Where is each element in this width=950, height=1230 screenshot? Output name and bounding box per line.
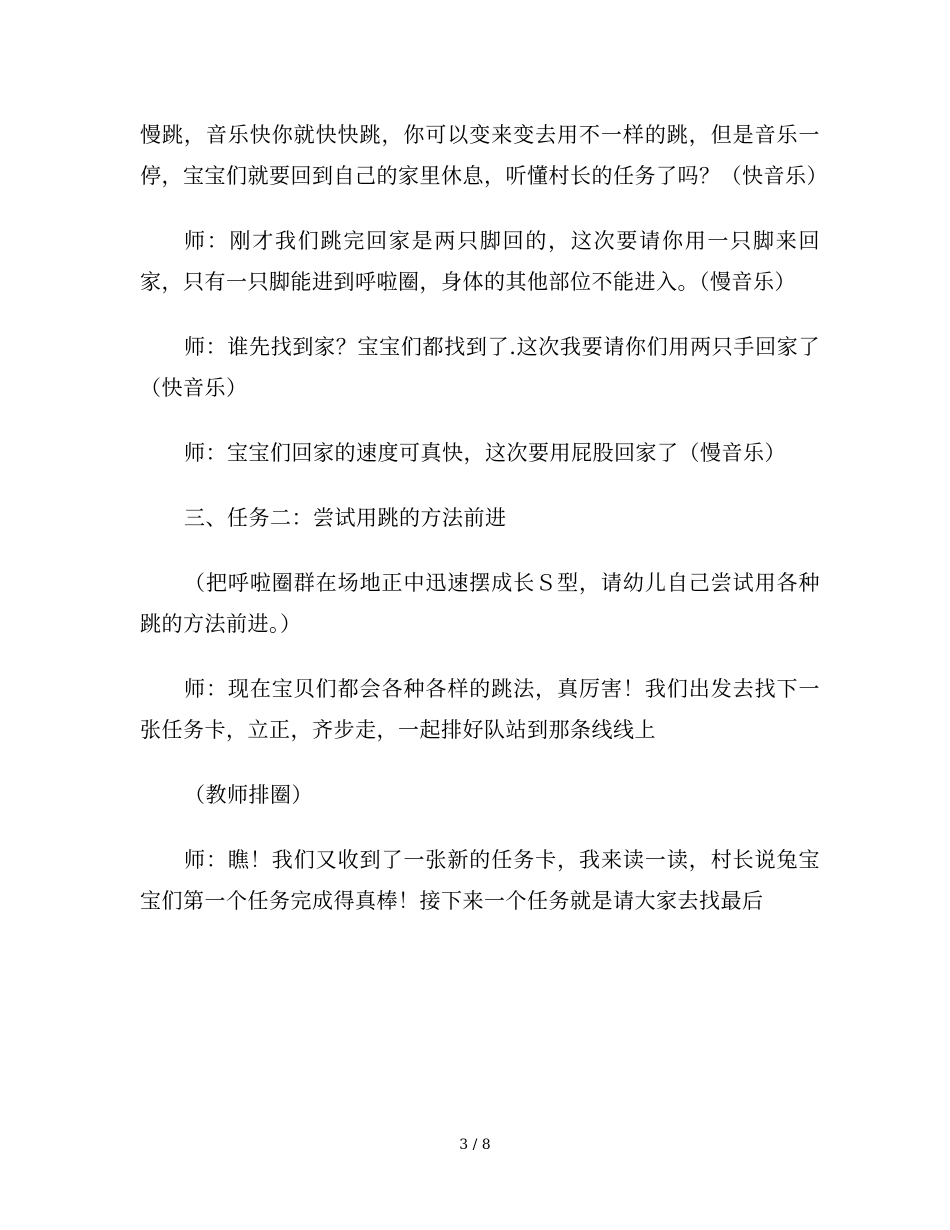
paragraph-3: 师：谁先找到家？宝宝们都找到了.这次我要请你们用两只手回家了（快音乐） (140, 335, 820, 400)
paragraph-6: （把呼啦圈群在场地正中迅速摆成长Ｓ型，请幼儿自己尝试用各种跳的方法前进。） (140, 571, 820, 636)
paragraph-1: 慢跳，音乐快你就快快跳，你可以变来变去用不一样的跳，但是音乐一停，宝宝们就要回到自己的家里休息，听懂村长的任务了吗？（快音乐） (140, 123, 828, 188)
paragraph-7: 师：现在宝贝们都会各种各样的跳法，真厉害！我们出发去找下一张任务卡，立正，齐步走，一起排好队站到那条线线上 (140, 677, 820, 742)
paragraph-9: 师：瞧！我们又收到了一张新的任务卡，我来读一读，村长说兔宝宝们第一个任务完成得真棒！接下来一个任务就是请大家去找最后 (140, 848, 820, 913)
paragraph-4: 师：宝宝们回家的速度可真快，这次要用屁股回家了（慢音乐） (184, 441, 786, 465)
document-body (140, 115, 828, 946)
paragraph-8: （教师排圈） (184, 783, 313, 807)
paragraph-2: 师：刚才我们跳完回家是两只脚回的，这次要请你用一只脚来回家，只有一只脚能进到呼啦圈，身体的其他部位不能进入。（慢音乐） (140, 229, 820, 294)
page-number: 3 / 8 (459, 1137, 491, 1153)
section-heading-task-two: 三、任务二：尝试用跳的方法前进 (184, 506, 507, 530)
